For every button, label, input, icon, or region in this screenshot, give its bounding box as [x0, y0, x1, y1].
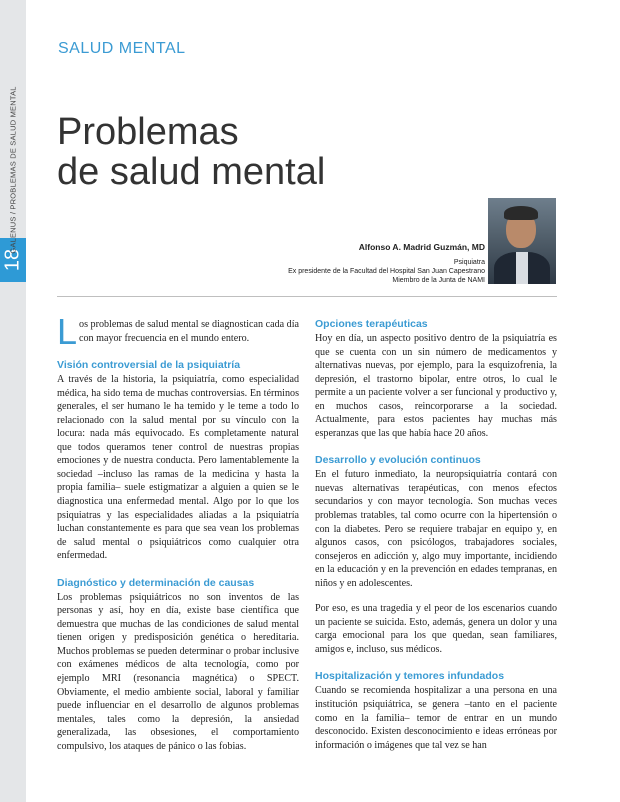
section-paragraph: Los problemas psiquiátricos no son inventos de las personas y así, hoy en día, existe base científica que demuestra que muchas de las condiciones de salud mental tienen origen y predisposición genética o hereditaria. Muchos problemas se pueden determinar o probar inclusive con exámenes médicos de alta tecnología, como por ejemplo MRI (resonancia magnética) o SPECT. Obviamente, el medio ambiente social, laboral y familiar puede influenciar en el desarrollo de algunos problemas mentales, tales como la depresión, la ansiedad generalizada, las obsesiones, el comportamiento compulsivo, los ataques de pánico o las fobias.: [57, 591, 299, 752]
article-column-right: [315, 318, 557, 764]
author-name: Alfonso A. Madrid Guzmán, MD: [358, 242, 485, 252]
title-line-1: Problemas: [57, 111, 239, 153]
section-heading: Desarrollo y evolución continuos: [315, 454, 481, 467]
section-heading: Diagnóstico y determinación de causas: [57, 576, 255, 589]
section-paragraph: Hoy en día, un aspecto positivo dentro de la psiquiatría es que se cuenta con un sin número de medicamentos y alternativas nuevas, por ejemplo, para la esquizofrenia, la depresión, el trastorno bipolar, entre otros, lo cual le permite a un paciente volver a ser funcional y productivo y, en muchos casos, reincorporarse a la sociedad. Actualmente, para estos pacientes hay muchas más esperanzas que las que había hace 20 años.: [315, 333, 557, 439]
article-column-left: [57, 311, 299, 765]
page-title: [57, 112, 325, 192]
section-paragraph: Por eso, es una tragedia y el peor de los escenarios cuando un paciente se suicida. Esto, además, genera un dolor y una carga emocional para los que quedan, sean familiares, amigos e, incluso, sus médicos.: [315, 603, 557, 655]
intro-paragraph: [57, 311, 299, 352]
author-role-2: Ex presidente de la Facultad del Hospital San Juan Capestrano: [288, 268, 485, 275]
title-line-2: de salud mental: [57, 151, 326, 193]
page-number: 18: [1, 248, 24, 272]
author-block: [288, 242, 485, 285]
section-paragraph: Cuando se recomienda hospitalizar a una persona en una institución psiquiátrica, se genera –tanto en el paciente como en la familia– temor de entrar en un mundo desconocido. Existen desconocimiento e ideas erróneas por información o imágenes que tal vez se han: [315, 685, 557, 751]
drop-cap: L: [57, 311, 78, 352]
section-label: SALUD MENTAL: [58, 40, 186, 57]
section-heading: Visión controversial de la psiquiatría: [57, 359, 241, 372]
section-paragraph: En el futuro inmediato, la neuropsiquiatría contará con nuevas alternativas terapéuticas, con menos efectos secundarios y con mayor tecnología. Son muchas veces problemas tratables, tal como ocurre con la hipertensión o con la diabetes. Pero se requiere trabajar en equipo y, en algunos casos, con psicólogos, trabajadores sociales, consejeros en adicción y, algo muy importante, incidiendo en la educación y en la prevención en edades tempranas, en niños y en adolescentes.: [315, 469, 557, 589]
section-heading: Opciones terapéuticas: [315, 318, 428, 330]
header-divider: [57, 296, 557, 297]
section-paragraph: A través de la historia, la psiquiatría, como especialidad médica, ha sido tema de muchas controversias. En términos generales, el ser humano le ha temido y le teme a todo lo relacionado con la salud mental por su vínculo con la locura: nada más equivocado. Es completamente natural que todos queramos tener control de nuestras propias emociones y de nuestra conducta. Pero lamentablemente la sociedad –incluso las ramas de la medicina y hasta la propia familia– suele estigmatizar a alguien a quien se le diagnostica una enfermedad mental. Algo por lo que los psiquiatras y las especialidades aliadas a la psiquiatría luchan constantemente es para que sea vean los problemas de salud mental o psiquiátricos como cualquier otra enfermedad.: [57, 374, 299, 562]
author-role-3: Miembro de la Junta de NAMI: [392, 277, 485, 284]
author-role-1: Psiquiatra: [453, 259, 485, 266]
section-heading: Hospitalización y temores infundados: [315, 670, 505, 683]
running-head: GALENUS / PROBLEMAS DE SALUD MENTAL: [8, 86, 18, 254]
author-photo: [488, 198, 556, 284]
intro-text: os problemas de salud mental se diagnostican cada día con mayor frecuencia en el mundo entero.: [79, 319, 299, 344]
